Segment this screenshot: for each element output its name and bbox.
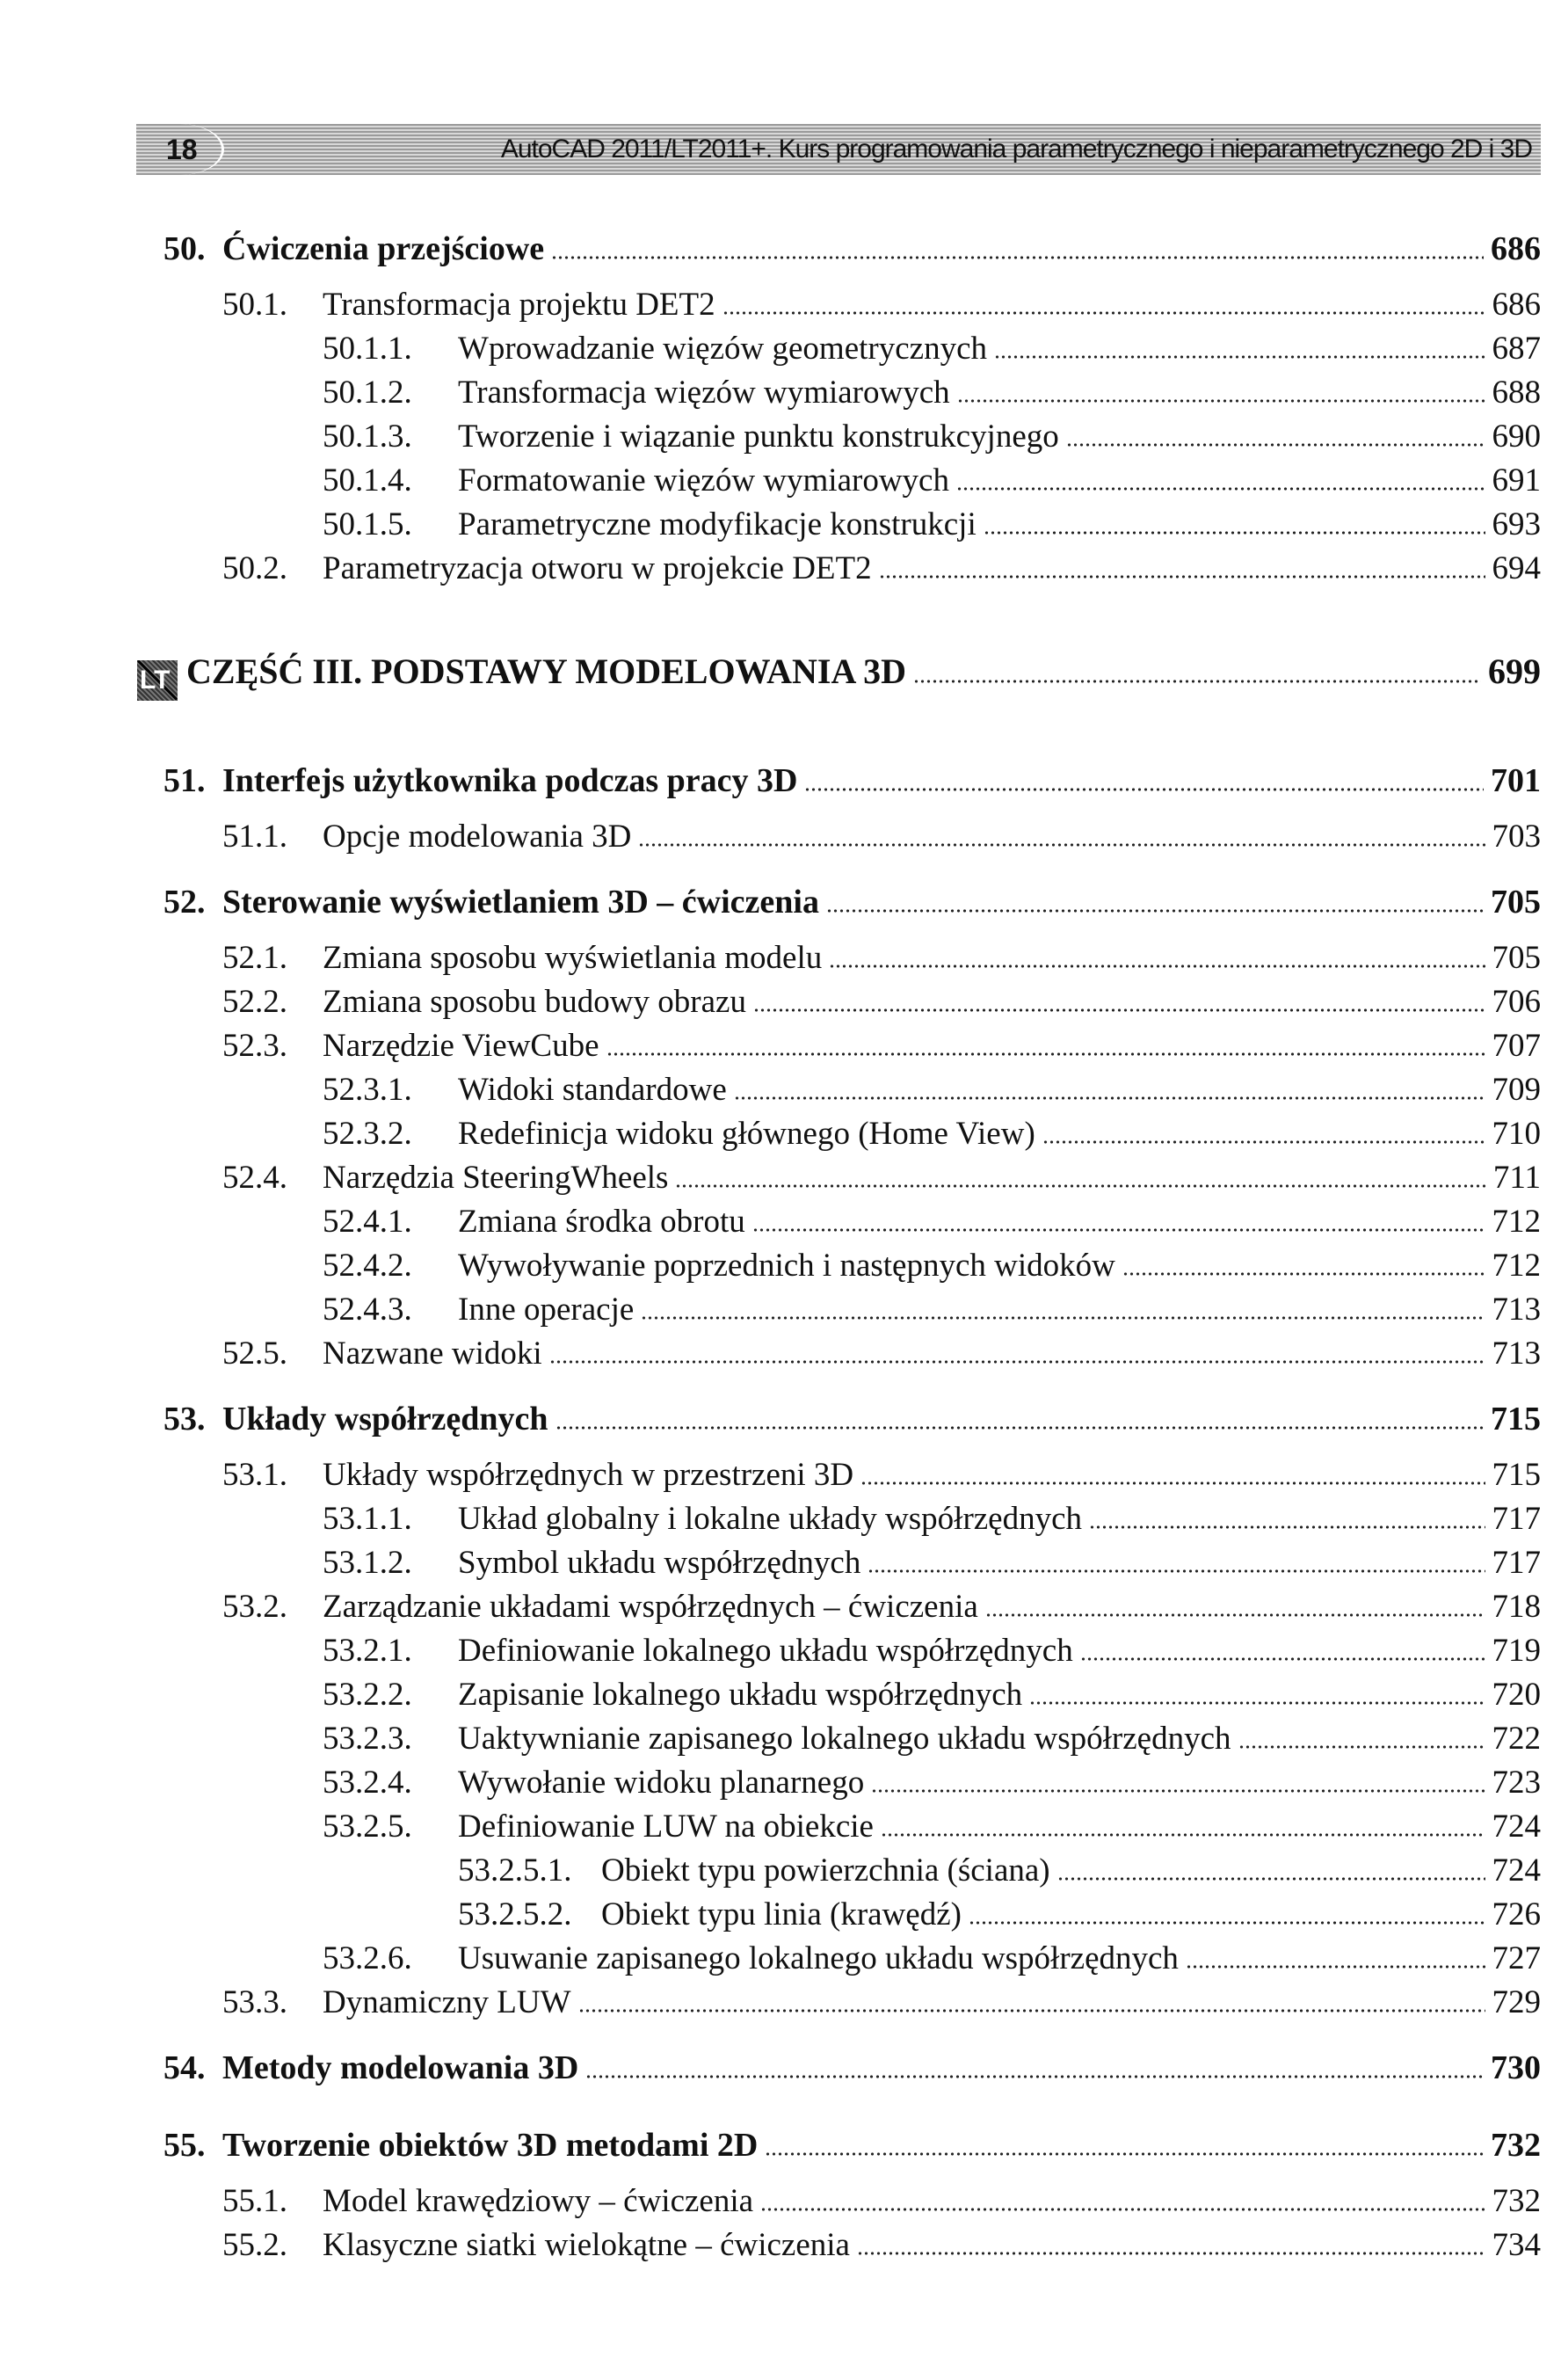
entry-number: 55.1. (222, 2183, 287, 2219)
entry-number: 52.3. (222, 1028, 287, 1064)
toc-entry (163, 1585, 1541, 1629)
toc-entry (163, 1761, 1541, 1805)
table-of-contents (140, 227, 1541, 2267)
toc-entry (163, 936, 1541, 980)
dot-leader (753, 1008, 1485, 1012)
dot-leader (985, 1613, 1485, 1617)
entry-page: 693 (1492, 506, 1541, 542)
toc-entry (163, 227, 1541, 283)
entry-number: 53.3. (222, 1984, 287, 2020)
entry-title: Widoki standardowe (458, 1072, 727, 1108)
toc-entry (163, 1024, 1541, 1068)
entry-page: 705 (1492, 940, 1541, 976)
entry-page: 705 (1491, 884, 1541, 921)
entry-title: Tworzenie obiektów 3D metodami 2D (222, 2127, 759, 2164)
entry-number: 52.5. (222, 1336, 287, 1372)
entry-number: 53.2.4. (323, 1765, 412, 1801)
entry-title: Opcje modelowania 3D (323, 819, 632, 855)
entry-number: 55. (163, 2127, 206, 2164)
entry-title: Parametryczne modyfikacje konstrukcji (458, 506, 977, 542)
dot-leader (994, 355, 1485, 359)
toc-entry (163, 1332, 1541, 1376)
book-title: AutoCAD 2011/LT2011+. Kurs programowania parametrycznego i nieparametrycznego 2D i 3D (500, 135, 1532, 164)
toc-entry (163, 503, 1541, 547)
entry-title: Zmiana sposobu wyświetlania modelu (323, 940, 823, 976)
entry-number: 53.1. (222, 1457, 287, 1493)
toc-entry (163, 880, 1541, 936)
entry-title: Układ globalny i lokalne układy współrzędnych (458, 1501, 1083, 1537)
entry-number: 53.2.5.2. (458, 1896, 572, 1932)
entry-title: Sterowanie wyświetlaniem 3D – ćwiczenia (222, 884, 819, 921)
entry-number: 52.4.2. (323, 1248, 412, 1284)
entry-title: Układy współrzędnych w przestrzeni 3D (323, 1457, 854, 1493)
entry-number: 55.2. (222, 2227, 287, 2263)
entry-page: 687 (1492, 331, 1541, 367)
dot-leader (675, 1184, 1485, 1188)
entry-number: 50.1. (222, 287, 287, 323)
entry-number: 52.3.2. (323, 1116, 412, 1152)
entry-page: 712 (1492, 1204, 1541, 1240)
entry-title: Uaktywnianie zapisanego lokalnego układu współrzędnych (458, 1721, 1231, 1757)
lt-icon-label: LT (140, 666, 171, 695)
dot-leader (1089, 1525, 1485, 1529)
entry-title: Zmiana środka obrotu (458, 1204, 745, 1240)
toc-entry (163, 815, 1541, 859)
dot-leader (752, 1228, 1485, 1232)
dot-leader (551, 256, 1484, 259)
dot-leader (857, 2252, 1485, 2255)
entry-title: Definiowanie lokalnego układu współrzędnych (458, 1633, 1073, 1669)
toc-entry (163, 1541, 1541, 1585)
entry-page: 726 (1492, 1896, 1541, 1932)
toc-entry (163, 1453, 1541, 1497)
entry-page: 730 (1491, 2049, 1541, 2086)
entry-page: 686 (1491, 230, 1541, 267)
dot-leader (969, 1921, 1485, 1925)
toc-entry (163, 2224, 1541, 2267)
dot-leader (860, 1481, 1485, 1485)
toc-entry (163, 1849, 1541, 1893)
entry-number: 50.2. (222, 550, 287, 586)
toc-entry (163, 1893, 1541, 1937)
entry-page: 691 (1492, 462, 1541, 499)
entry-title: Usuwanie zapisanego lokalnego układu współrzędnych (458, 1940, 1179, 1976)
entry-title: Narzędzie ViewCube (323, 1028, 599, 1064)
entry-title: Parametryzacja otworu w projekcie DET2 (323, 550, 872, 586)
toc-entry (163, 283, 1541, 327)
toc-entry (163, 1200, 1541, 1244)
dot-leader (555, 1426, 1484, 1430)
entry-page: 694 (1492, 550, 1541, 586)
entry-page: 713 (1492, 1292, 1541, 1328)
entry-page: 723 (1492, 1765, 1541, 1801)
entry-page: 709 (1492, 1072, 1541, 1108)
dot-leader (984, 531, 1485, 535)
toc-entry (163, 980, 1541, 1024)
entry-page: 719 (1492, 1633, 1541, 1669)
toc-entry (163, 2046, 1541, 2102)
entry-title: Redefinicja widoku głównego (Home View) (458, 1116, 1035, 1152)
dot-leader (722, 311, 1485, 315)
entry-number: 52.4. (222, 1160, 287, 1196)
entry-title: Obiekt typu linia (krawędź) (601, 1896, 962, 1932)
toc-entry (163, 1112, 1541, 1156)
entry-page: 712 (1492, 1248, 1541, 1284)
toc-entry (163, 1805, 1541, 1849)
entry-number: 51.1. (222, 819, 287, 855)
entry-number: 50. (163, 230, 206, 267)
entry-page: 710 (1492, 1116, 1541, 1152)
entry-title: Definiowanie LUW na obiekcie (458, 1809, 874, 1845)
dot-leader (734, 1096, 1485, 1100)
entry-number: 52.4.1. (323, 1204, 412, 1240)
entry-title: Wywołanie widoku planarnego (458, 1765, 865, 1801)
toc-part-entry (137, 650, 1541, 738)
entry-title: Zapisanie lokalnego układu współrzędnych (458, 1677, 1023, 1713)
toc-entry (163, 1937, 1541, 1981)
entry-number: 52.3.1. (323, 1072, 412, 1108)
dot-leader (641, 1316, 1485, 1320)
entry-title: Zarządzanie układami współrzędnych – ćwiczenia (323, 1589, 978, 1625)
dot-leader (578, 2009, 1485, 2012)
entry-page: 717 (1492, 1501, 1541, 1537)
entry-number: 53.2.1. (323, 1633, 412, 1669)
dot-leader (765, 2152, 1484, 2156)
running-header (136, 124, 1541, 175)
toc-entry (163, 547, 1541, 591)
dot-leader (913, 680, 1481, 683)
entry-page: 707 (1492, 1028, 1541, 1064)
toc-entry (163, 1717, 1541, 1761)
dot-leader (760, 2208, 1485, 2211)
entry-page: 686 (1492, 287, 1541, 323)
entry-page: 724 (1492, 1809, 1541, 1845)
entry-number: 50.1.4. (323, 462, 412, 499)
dot-leader (549, 1360, 1485, 1364)
toc-entry (163, 1497, 1541, 1541)
entry-page: 701 (1491, 762, 1541, 799)
entry-number: 53.2.6. (323, 1940, 412, 1976)
entry-number: 54. (163, 2049, 206, 2086)
entry-page: 715 (1492, 1457, 1541, 1493)
entry-page: 729 (1492, 1984, 1541, 2020)
entry-number: 53.2.3. (323, 1721, 412, 1757)
entry-title: Transformacja projektu DET2 (323, 287, 715, 323)
dot-leader (871, 1789, 1485, 1793)
entry-page: 718 (1492, 1589, 1541, 1625)
entry-title: Zmiana sposobu budowy obrazu (323, 984, 746, 1020)
toc-entry (163, 327, 1541, 371)
toc-entry (163, 1397, 1541, 1453)
entry-number: 51. (163, 762, 206, 799)
dot-leader (804, 788, 1484, 791)
dot-leader (638, 843, 1485, 847)
toc-entry (163, 415, 1541, 459)
entry-page: 711 (1492, 1160, 1541, 1196)
entry-title: Wywoływanie poprzednich i następnych widoków (458, 1248, 1115, 1284)
toc-entry (163, 1068, 1541, 1112)
entry-number: 52.4.3. (323, 1292, 412, 1328)
dot-leader (1080, 1657, 1485, 1661)
entry-title: Metody modelowania 3D (222, 2049, 579, 2086)
dot-leader (956, 487, 1485, 491)
toc-entry (163, 1156, 1541, 1200)
entry-title: Tworzenie i wiązanie punktu konstrukcyjnego (458, 419, 1059, 455)
toc-entry (163, 1288, 1541, 1332)
entry-page: 715 (1491, 1401, 1541, 1437)
entry-page: 727 (1492, 1940, 1541, 1976)
entry-title: Inne operacje (458, 1292, 635, 1328)
entry-title: Narzędzia SteeringWheels (323, 1160, 669, 1196)
entry-page: 734 (1492, 2227, 1541, 2263)
dot-leader (829, 964, 1485, 968)
entry-title: Symbol układu współrzędnych (458, 1545, 861, 1581)
dot-leader (1057, 1877, 1485, 1881)
entry-page: 722 (1492, 1721, 1541, 1757)
dot-leader (1029, 1701, 1485, 1705)
entry-number: 53.1.1. (323, 1501, 412, 1537)
entry-number: 53.2. (222, 1589, 287, 1625)
entry-title: Układy współrzędnych (222, 1401, 548, 1437)
entry-number: 53. (163, 1401, 206, 1437)
toc-entry (163, 2123, 1541, 2180)
dot-leader (879, 575, 1485, 579)
toc-entry (163, 759, 1541, 815)
dot-leader (881, 1833, 1485, 1837)
entry-page: 732 (1491, 2127, 1541, 2164)
entry-title: Wprowadzanie więzów geometrycznych (458, 331, 987, 367)
entry-title: Klasyczne siatki wielokątne – ćwiczenia (323, 2227, 850, 2263)
entry-title: CZĘŚĆ III. PODSTAWY MODELOWANIA 3D (186, 651, 907, 691)
entry-number: 50.1.5. (323, 506, 412, 542)
entry-page: 699 (1488, 651, 1541, 691)
entry-number: 52.2. (222, 984, 287, 1020)
entry-number: 50.1.2. (323, 375, 412, 411)
toc-entry (163, 371, 1541, 415)
entry-number: 50.1.1. (323, 331, 412, 367)
entry-page: 724 (1492, 1852, 1541, 1889)
toc-entry (163, 1981, 1541, 2025)
page-number: 18 (136, 124, 224, 175)
entry-number: 52.1. (222, 940, 287, 976)
entry-title: Formatowanie więzów wymiarowych (458, 462, 949, 499)
entry-page: 703 (1492, 819, 1541, 855)
entry-page: 690 (1492, 419, 1541, 455)
dot-leader (1238, 1745, 1485, 1749)
entry-page: 706 (1492, 984, 1541, 1020)
dot-leader (1186, 1965, 1485, 1969)
entry-page: 713 (1492, 1336, 1541, 1372)
entry-page: 717 (1492, 1545, 1541, 1581)
entry-title: Ćwiczenia przejściowe (222, 230, 545, 267)
entry-title: Model krawędziowy – ćwiczenia (323, 2183, 754, 2219)
toc-entry (163, 1673, 1541, 1717)
lt-crossed-icon (137, 660, 178, 701)
entry-title: Transformacja więzów wymiarowych (458, 375, 950, 411)
entry-number: 52. (163, 884, 206, 921)
dot-leader (585, 2075, 1484, 2078)
toc-entry (163, 1629, 1541, 1673)
dot-leader (826, 909, 1484, 913)
entry-number: 53.2.5. (323, 1809, 412, 1845)
dot-leader (1066, 443, 1485, 447)
entry-title: Interfejs użytkownika podczas pracy 3D (222, 762, 798, 799)
dot-leader (1122, 1272, 1485, 1276)
dot-leader (606, 1052, 1485, 1056)
entry-title: Dynamiczny LUW (323, 1984, 571, 2020)
entry-title: Nazwane widoki (323, 1336, 542, 1372)
toc-entry (163, 459, 1541, 503)
entry-number: 50.1.3. (323, 419, 412, 455)
dot-leader (1042, 1140, 1485, 1144)
entry-page: 720 (1492, 1677, 1541, 1713)
entry-page: 732 (1492, 2183, 1541, 2219)
dot-leader (957, 399, 1485, 403)
dot-leader (868, 1569, 1485, 1573)
entry-number: 53.2.5.1. (458, 1852, 572, 1889)
entry-number: 53.2.2. (323, 1677, 412, 1713)
entry-page: 688 (1492, 375, 1541, 411)
entry-title: Obiekt typu powierzchnia (ściana) (601, 1852, 1050, 1889)
entry-number: 53.1.2. (323, 1545, 412, 1581)
toc-entry (163, 2180, 1541, 2224)
toc-entry (163, 1244, 1541, 1288)
